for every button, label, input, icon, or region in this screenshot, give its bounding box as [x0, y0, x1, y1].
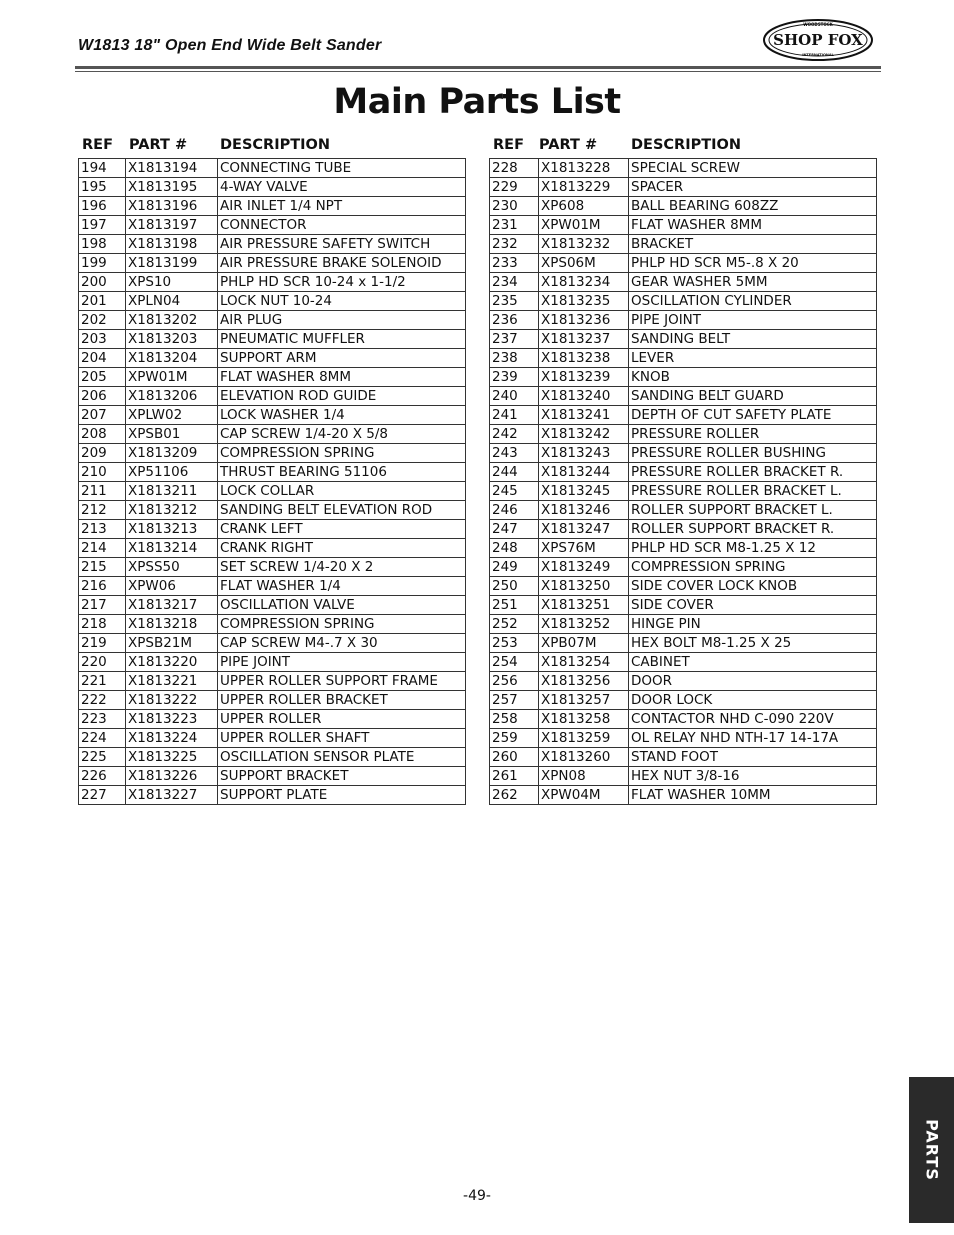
table-row [79, 406, 466, 425]
col-part-header: PART # [539, 137, 598, 153]
ref-cell: 245 [490, 482, 539, 501]
table-row [490, 539, 877, 558]
ref-cell: 260 [490, 748, 539, 767]
ref-cell: 203 [79, 330, 126, 349]
part-number-cell: X1813249 [539, 558, 629, 577]
col-part-header: PART # [129, 137, 188, 153]
ref-cell: 196 [79, 197, 126, 216]
table-row [490, 501, 877, 520]
table-row [490, 710, 877, 729]
part-number-cell: X1813259 [539, 729, 629, 748]
part-number-cell: X1813237 [539, 330, 629, 349]
column-headers-left [78, 136, 466, 158]
ref-cell: 242 [490, 425, 539, 444]
part-number-cell: X1813234 [539, 273, 629, 292]
description-cell: HINGE PIN [629, 615, 877, 634]
part-number-cell: X1813209 [126, 444, 218, 463]
description-cell: AIR PRESSURE BRAKE SOLENOID [218, 254, 466, 273]
table-row [79, 216, 466, 235]
part-number-cell: X1813240 [539, 387, 629, 406]
ref-cell: 223 [79, 710, 126, 729]
description-cell: CONTACTOR NHD C-090 220V [629, 710, 877, 729]
ref-cell: 248 [490, 539, 539, 558]
description-cell: SPECIAL SCREW [629, 159, 877, 178]
description-cell: SUPPORT PLATE [218, 786, 466, 805]
description-cell: COMPRESSION SPRING [629, 558, 877, 577]
part-number-cell: X1813224 [126, 729, 218, 748]
description-cell: SPACER [629, 178, 877, 197]
part-number-cell: X1813252 [539, 615, 629, 634]
part-number-cell: XP51106 [126, 463, 218, 482]
description-cell: UPPER ROLLER BRACKET [218, 691, 466, 710]
ref-cell: 225 [79, 748, 126, 767]
description-cell: CAP SCREW M4-.7 X 30 [218, 634, 466, 653]
table-row [490, 653, 877, 672]
ref-cell: 259 [490, 729, 539, 748]
ref-cell: 198 [79, 235, 126, 254]
table-row [490, 767, 877, 786]
table-row [490, 330, 877, 349]
description-cell: HEX NUT 3/8-16 [629, 767, 877, 786]
table-row [490, 672, 877, 691]
table-row [490, 349, 877, 368]
description-cell: COMPRESSION SPRING [218, 444, 466, 463]
table-row [490, 558, 877, 577]
ref-cell: 217 [79, 596, 126, 615]
table-row [79, 235, 466, 254]
part-number-cell: X1813195 [126, 178, 218, 197]
table-row [79, 672, 466, 691]
part-number-cell: XPW01M [539, 216, 629, 235]
part-number-cell: X1813202 [126, 311, 218, 330]
logo-ring-bottom: INTERNATIONAL [802, 53, 834, 57]
ref-cell: 235 [490, 292, 539, 311]
part-number-cell: X1813223 [126, 710, 218, 729]
table-row [79, 520, 466, 539]
shop-fox-logo [762, 18, 874, 62]
table-row [79, 653, 466, 672]
ref-cell: 194 [79, 159, 126, 178]
part-number-cell: X1813222 [126, 691, 218, 710]
header-title: W1813 18" Open End Wide Belt Sander [78, 37, 382, 54]
description-cell: PNEUMATIC MUFFLER [218, 330, 466, 349]
parts-table-left [78, 136, 466, 805]
part-number-cell: X1813203 [126, 330, 218, 349]
table-row [79, 786, 466, 805]
description-cell: SIDE COVER [629, 596, 877, 615]
part-number-cell: X1813251 [539, 596, 629, 615]
column-headers-right [489, 136, 877, 158]
table-row [79, 330, 466, 349]
parts-table-right [489, 136, 877, 805]
table-row [490, 691, 877, 710]
part-number-cell: XPSS50 [126, 558, 218, 577]
ref-cell: 205 [79, 368, 126, 387]
part-number-cell: XPLN04 [126, 292, 218, 311]
description-cell: HEX BOLT M8-1.25 X 25 [629, 634, 877, 653]
description-cell: SET SCREW 1/4-20 X 2 [218, 558, 466, 577]
table-row [490, 634, 877, 653]
table-row [79, 691, 466, 710]
ref-cell: 224 [79, 729, 126, 748]
part-number-cell: X1813239 [539, 368, 629, 387]
ref-cell: 226 [79, 767, 126, 786]
table-row [79, 159, 466, 178]
part-number-cell: X1813242 [539, 425, 629, 444]
part-number-cell: X1813250 [539, 577, 629, 596]
ref-cell: 233 [490, 254, 539, 273]
part-number-cell: X1813194 [126, 159, 218, 178]
table-row [79, 463, 466, 482]
description-cell: OSCILLATION VALVE [218, 596, 466, 615]
part-number-cell: X1813214 [126, 539, 218, 558]
part-number-cell: X1813243 [539, 444, 629, 463]
description-cell: UPPER ROLLER [218, 710, 466, 729]
part-number-cell: X1813247 [539, 520, 629, 539]
ref-cell: 240 [490, 387, 539, 406]
part-number-cell: XPW06 [126, 577, 218, 596]
table-row [490, 463, 877, 482]
ref-cell: 201 [79, 292, 126, 311]
ref-cell: 213 [79, 520, 126, 539]
table-row [490, 254, 877, 273]
part-number-cell: X1813206 [126, 387, 218, 406]
page-number: -49- [463, 1188, 491, 1204]
page-title: Main Parts List [333, 82, 621, 122]
part-number-cell: X1813212 [126, 501, 218, 520]
ref-cell: 209 [79, 444, 126, 463]
ref-cell: 221 [79, 672, 126, 691]
description-cell: PHLP HD SCR 10-24 x 1-1/2 [218, 273, 466, 292]
table-row [79, 482, 466, 501]
table-row [490, 178, 877, 197]
part-number-cell: XPSB01 [126, 425, 218, 444]
col-desc-header: DESCRIPTION [220, 137, 330, 153]
table-row [79, 197, 466, 216]
table-row [79, 292, 466, 311]
ref-cell: 243 [490, 444, 539, 463]
table-row [490, 596, 877, 615]
ref-cell: 220 [79, 653, 126, 672]
description-cell: PIPE JOINT [629, 311, 877, 330]
part-number-cell: X1813241 [539, 406, 629, 425]
description-cell: UPPER ROLLER SUPPORT FRAME [218, 672, 466, 691]
description-cell: UPPER ROLLER SHAFT [218, 729, 466, 748]
ref-cell: 256 [490, 672, 539, 691]
table-row [79, 615, 466, 634]
table-row [79, 178, 466, 197]
col-ref-header: REF [82, 137, 113, 153]
ref-cell: 215 [79, 558, 126, 577]
ref-cell: 254 [490, 653, 539, 672]
table-row [79, 596, 466, 615]
table-row [79, 254, 466, 273]
ref-cell: 261 [490, 767, 539, 786]
part-number-cell: X1813238 [539, 349, 629, 368]
part-number-cell: XPW01M [126, 368, 218, 387]
ref-cell: 232 [490, 235, 539, 254]
description-cell: LOCK COLLAR [218, 482, 466, 501]
description-cell: FLAT WASHER 10MM [629, 786, 877, 805]
table-row [79, 539, 466, 558]
description-cell: PRESSURE ROLLER BUSHING [629, 444, 877, 463]
description-cell: FLAT WASHER 1/4 [218, 577, 466, 596]
part-number-cell: X1813254 [539, 653, 629, 672]
ref-cell: 262 [490, 786, 539, 805]
table-row [490, 387, 877, 406]
part-number-cell: XPLW02 [126, 406, 218, 425]
part-number-cell: XPN08 [539, 767, 629, 786]
ref-cell: 246 [490, 501, 539, 520]
ref-cell: 222 [79, 691, 126, 710]
description-cell: DOOR [629, 672, 877, 691]
ref-cell: 208 [79, 425, 126, 444]
ref-cell: 251 [490, 596, 539, 615]
part-number-cell: X1813228 [539, 159, 629, 178]
table-row [79, 748, 466, 767]
ref-cell: 257 [490, 691, 539, 710]
description-cell: ROLLER SUPPORT BRACKET L. [629, 501, 877, 520]
ref-cell: 207 [79, 406, 126, 425]
ref-cell: 229 [490, 178, 539, 197]
table-row [490, 615, 877, 634]
description-cell: PRESSURE ROLLER BRACKET L. [629, 482, 877, 501]
description-cell: 4-WAY VALVE [218, 178, 466, 197]
table-row [490, 520, 877, 539]
part-number-cell: X1813235 [539, 292, 629, 311]
table-row [79, 577, 466, 596]
description-cell: DOOR LOCK [629, 691, 877, 710]
table-row [490, 273, 877, 292]
part-number-cell: X1813256 [539, 672, 629, 691]
ref-cell: 236 [490, 311, 539, 330]
ref-cell: 239 [490, 368, 539, 387]
part-number-cell: X1813225 [126, 748, 218, 767]
part-number-cell: XPB07M [539, 634, 629, 653]
part-number-cell: XPW04M [539, 786, 629, 805]
ref-cell: 237 [490, 330, 539, 349]
part-number-cell: X1813204 [126, 349, 218, 368]
col-ref-header: REF [493, 137, 524, 153]
part-number-cell: X1813198 [126, 235, 218, 254]
description-cell: SUPPORT ARM [218, 349, 466, 368]
description-cell: SIDE COVER LOCK KNOB [629, 577, 877, 596]
ref-cell: 216 [79, 577, 126, 596]
table-row [490, 368, 877, 387]
part-number-cell: X1813245 [539, 482, 629, 501]
description-cell: LOCK NUT 10-24 [218, 292, 466, 311]
description-cell: KNOB [629, 368, 877, 387]
table-row [79, 501, 466, 520]
ref-cell: 231 [490, 216, 539, 235]
description-cell: CRANK LEFT [218, 520, 466, 539]
part-number-cell: X1813199 [126, 254, 218, 273]
table-row [490, 577, 877, 596]
table-row [490, 444, 877, 463]
description-cell: OSCILLATION CYLINDER [629, 292, 877, 311]
part-number-cell: X1813246 [539, 501, 629, 520]
part-number-cell: XPS76M [539, 539, 629, 558]
description-cell: CAP SCREW 1/4-20 X 5/8 [218, 425, 466, 444]
description-cell: SANDING BELT [629, 330, 877, 349]
table-row [490, 482, 877, 501]
ref-cell: 219 [79, 634, 126, 653]
table-row [79, 311, 466, 330]
ref-cell: 238 [490, 349, 539, 368]
table-row [490, 311, 877, 330]
header-rule-thin [75, 71, 881, 72]
description-cell: PRESSURE ROLLER [629, 425, 877, 444]
part-number-cell: X1813236 [539, 311, 629, 330]
description-cell: OL RELAY NHD NTH-17 14-17A [629, 729, 877, 748]
part-number-cell: XPSB21M [126, 634, 218, 653]
part-number-cell: X1813197 [126, 216, 218, 235]
description-cell: AIR INLET 1/4 NPT [218, 197, 466, 216]
ref-cell: 234 [490, 273, 539, 292]
table-row [79, 368, 466, 387]
part-number-cell: X1813217 [126, 596, 218, 615]
table-row [490, 729, 877, 748]
ref-cell: 247 [490, 520, 539, 539]
header-rule-thick [75, 66, 881, 69]
ref-cell: 211 [79, 482, 126, 501]
table-row [79, 387, 466, 406]
ref-cell: 206 [79, 387, 126, 406]
part-number-cell: XP608 [539, 197, 629, 216]
part-number-cell: XPS10 [126, 273, 218, 292]
part-number-cell: X1813244 [539, 463, 629, 482]
table-row [490, 197, 877, 216]
description-cell: PHLP HD SCR M5-.8 X 20 [629, 254, 877, 273]
ref-cell: 258 [490, 710, 539, 729]
table-row [490, 425, 877, 444]
description-cell: OSCILLATION SENSOR PLATE [218, 748, 466, 767]
logo-wordmark: SHOP FOX [773, 31, 863, 49]
description-cell: FLAT WASHER 8MM [218, 368, 466, 387]
description-cell: DEPTH OF CUT SAFETY PLATE [629, 406, 877, 425]
part-number-cell: X1813213 [126, 520, 218, 539]
description-cell: LOCK WASHER 1/4 [218, 406, 466, 425]
table-row [79, 710, 466, 729]
description-cell: SANDING BELT GUARD [629, 387, 877, 406]
part-number-cell: X1813196 [126, 197, 218, 216]
table-row [79, 729, 466, 748]
description-cell: PRESSURE ROLLER BRACKET R. [629, 463, 877, 482]
part-number-cell: X1813226 [126, 767, 218, 786]
side-tab-label: PARTS [922, 1119, 941, 1181]
table-row [79, 444, 466, 463]
part-number-cell: X1813220 [126, 653, 218, 672]
description-cell: SUPPORT BRACKET [218, 767, 466, 786]
description-cell: AIR PRESSURE SAFETY SWITCH [218, 235, 466, 254]
description-cell: GEAR WASHER 5MM [629, 273, 877, 292]
ref-cell: 250 [490, 577, 539, 596]
ref-cell: 227 [79, 786, 126, 805]
description-cell: LEVER [629, 349, 877, 368]
ref-cell: 249 [490, 558, 539, 577]
ref-cell: 252 [490, 615, 539, 634]
table-row [490, 786, 877, 805]
description-cell: THRUST BEARING 51106 [218, 463, 466, 482]
table-row [490, 159, 877, 178]
part-number-cell: X1813218 [126, 615, 218, 634]
ref-cell: 204 [79, 349, 126, 368]
ref-cell: 218 [79, 615, 126, 634]
table-row [490, 748, 877, 767]
table-row [490, 235, 877, 254]
part-number-cell: X1813260 [539, 748, 629, 767]
description-cell: CRANK RIGHT [218, 539, 466, 558]
description-cell: BALL BEARING 608ZZ [629, 197, 877, 216]
table-row [79, 425, 466, 444]
part-number-cell: X1813229 [539, 178, 629, 197]
description-cell: CONNECTOR [218, 216, 466, 235]
description-cell: PHLP HD SCR M8-1.25 X 12 [629, 539, 877, 558]
table-row [79, 558, 466, 577]
logo-ring-top: WOODSTOCK [803, 22, 833, 27]
part-number-cell: X1813211 [126, 482, 218, 501]
col-desc-header: DESCRIPTION [631, 137, 741, 153]
description-cell: BRACKET [629, 235, 877, 254]
description-cell: ELEVATION ROD GUIDE [218, 387, 466, 406]
ref-cell: 212 [79, 501, 126, 520]
description-cell: PIPE JOINT [218, 653, 466, 672]
part-number-cell: X1813258 [539, 710, 629, 729]
ref-cell: 199 [79, 254, 126, 273]
table-row [490, 216, 877, 235]
ref-cell: 200 [79, 273, 126, 292]
ref-cell: 197 [79, 216, 126, 235]
table-row [490, 406, 877, 425]
table-row [79, 273, 466, 292]
table-row [79, 349, 466, 368]
part-number-cell: XPS06M [539, 254, 629, 273]
part-number-cell: X1813227 [126, 786, 218, 805]
ref-cell: 214 [79, 539, 126, 558]
table-row [79, 767, 466, 786]
description-cell: FLAT WASHER 8MM [629, 216, 877, 235]
part-number-cell: X1813257 [539, 691, 629, 710]
ref-cell: 228 [490, 159, 539, 178]
ref-cell: 195 [79, 178, 126, 197]
table-row [79, 634, 466, 653]
description-cell: SANDING BELT ELEVATION ROD [218, 501, 466, 520]
ref-cell: 244 [490, 463, 539, 482]
table-row [490, 292, 877, 311]
description-cell: STAND FOOT [629, 748, 877, 767]
part-number-cell: X1813221 [126, 672, 218, 691]
ref-cell: 241 [490, 406, 539, 425]
ref-cell: 253 [490, 634, 539, 653]
description-cell: CONNECTING TUBE [218, 159, 466, 178]
description-cell: COMPRESSION SPRING [218, 615, 466, 634]
ref-cell: 202 [79, 311, 126, 330]
ref-cell: 210 [79, 463, 126, 482]
description-cell: CABINET [629, 653, 877, 672]
part-number-cell: X1813232 [539, 235, 629, 254]
description-cell: AIR PLUG [218, 311, 466, 330]
ref-cell: 230 [490, 197, 539, 216]
description-cell: ROLLER SUPPORT BRACKET R. [629, 520, 877, 539]
